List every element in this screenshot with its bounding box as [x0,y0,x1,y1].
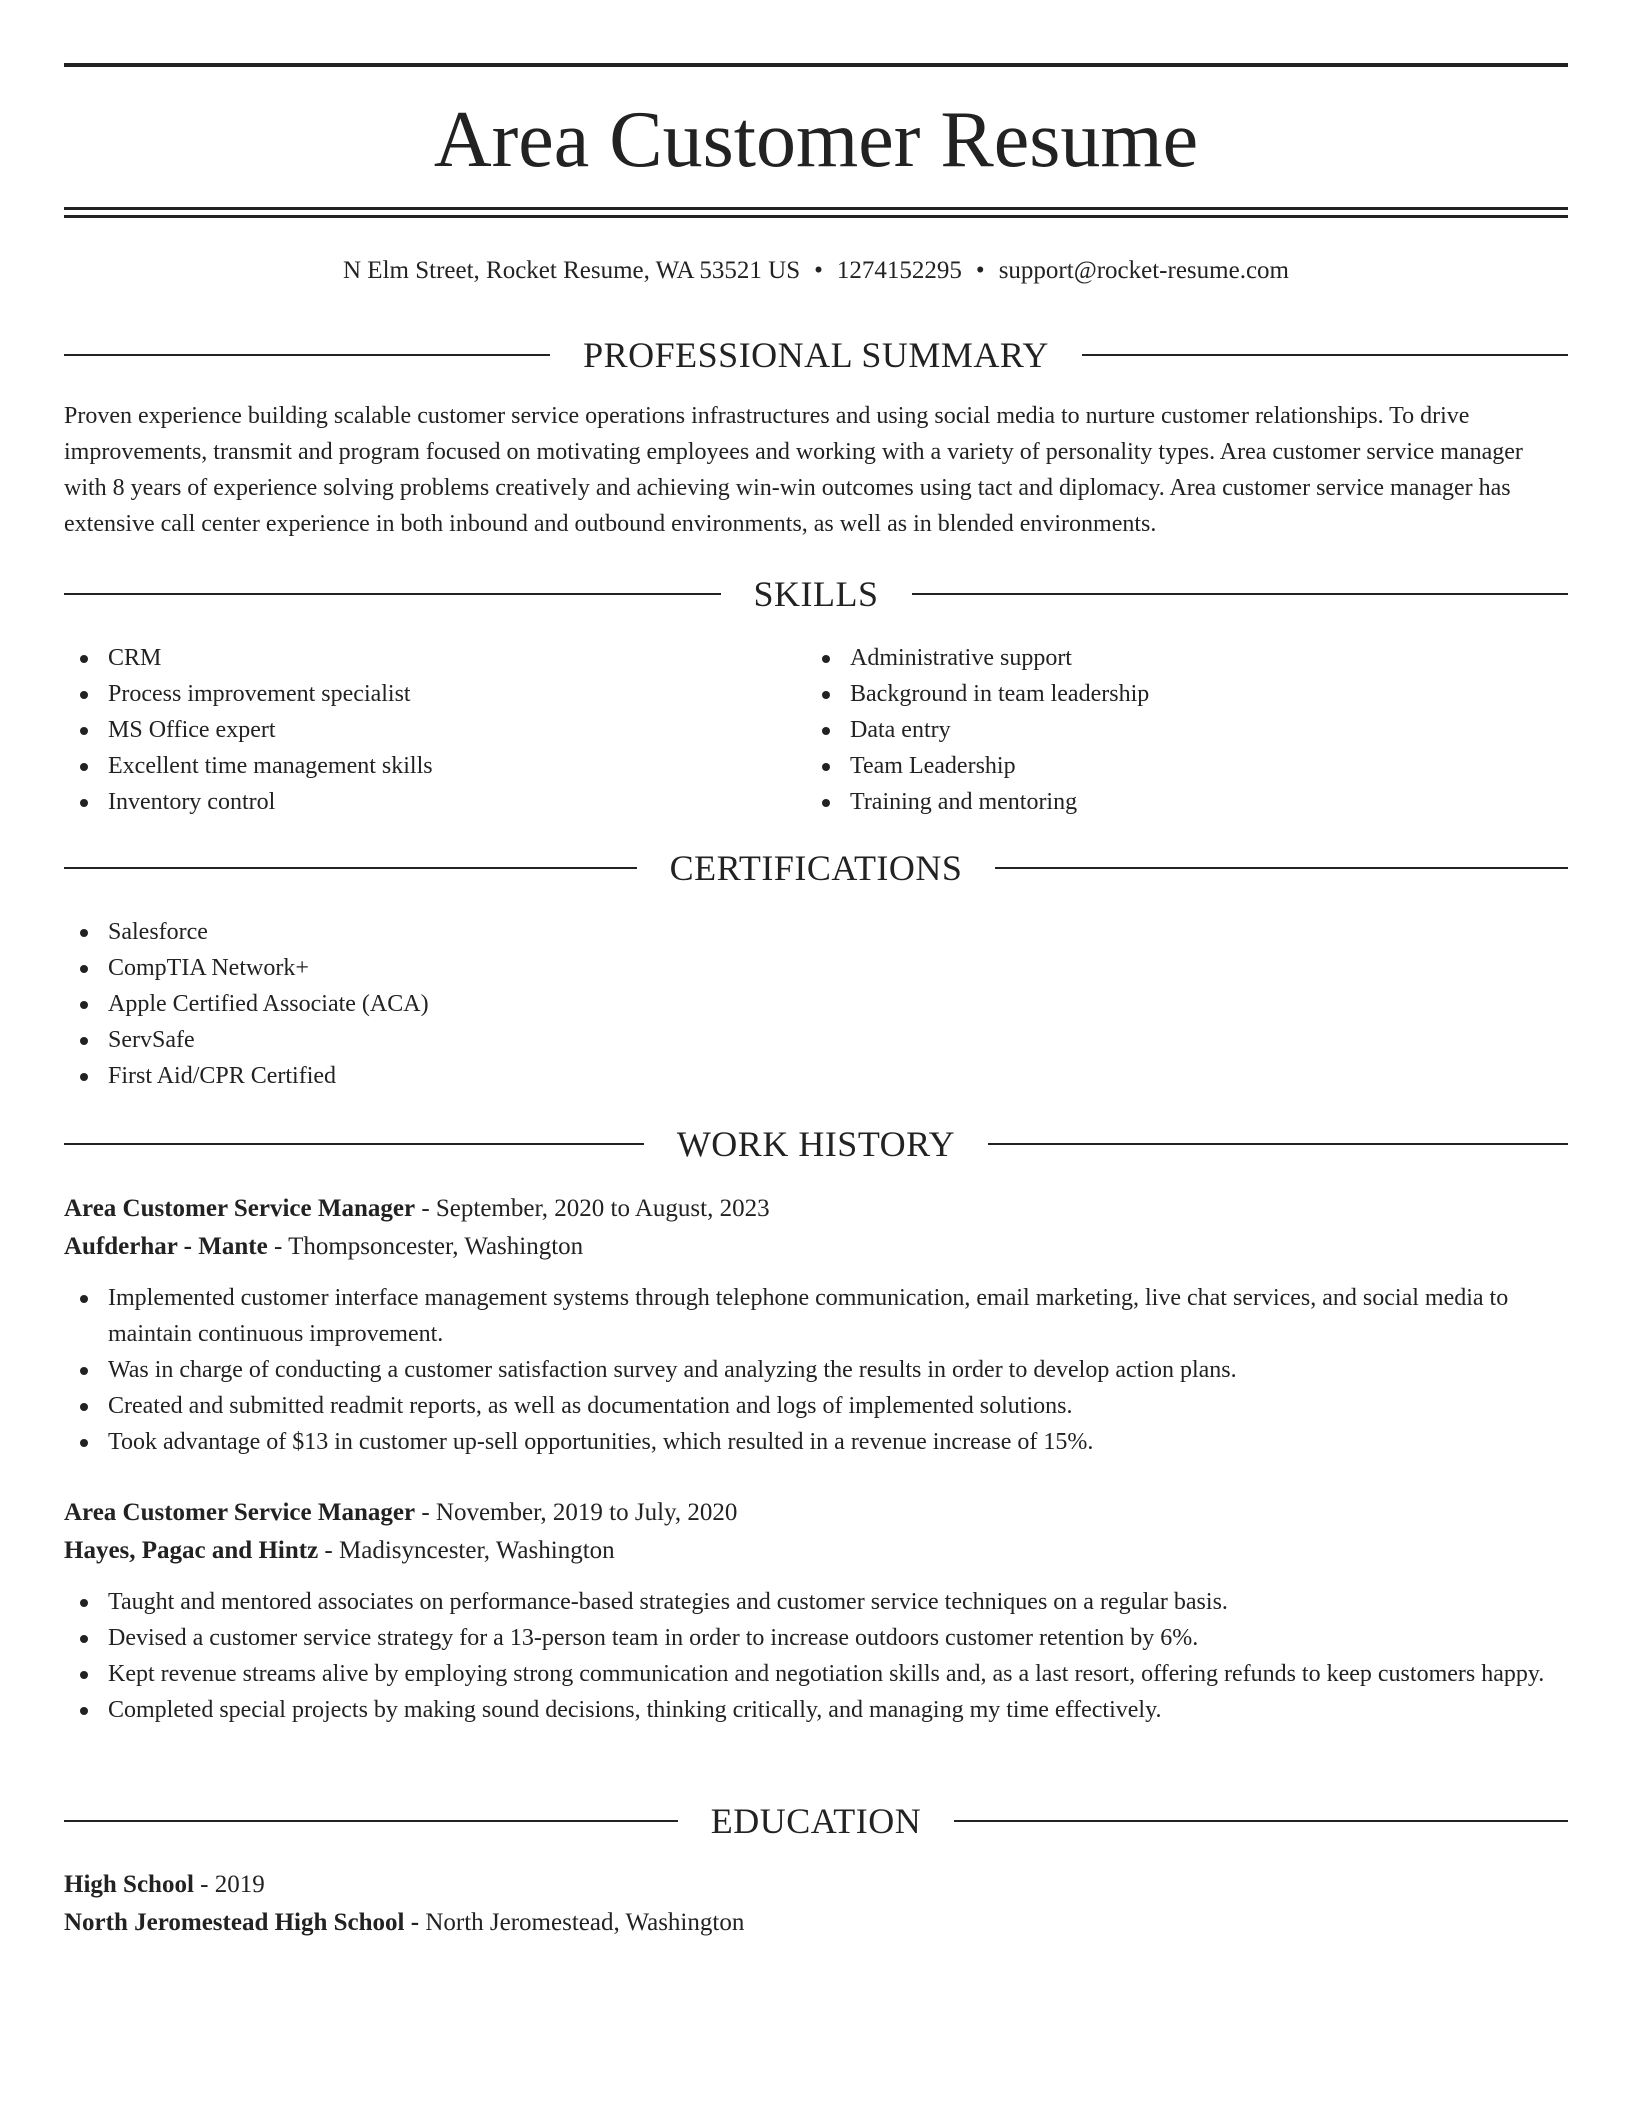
job-duty-item: Created and submitted readmit reports, as well as documentation and logs of implemented solutions. [64,1388,1568,1424]
section-rule-right [1082,354,1568,356]
skill-item: Administrative support [806,640,1506,676]
job-location: Madisyncester, Washington [339,1537,615,1564]
skill-item: MS Office expert [64,712,764,748]
contact-address: N Elm Street, Rocket Resume, WA 53521 US [343,257,801,284]
section-rule-right [995,867,1568,869]
section-header-education [64,1801,1568,1841]
job-title-line [64,1494,1568,1532]
job-company: Hayes, Pagac and Hintz [64,1537,319,1564]
certification-item: ServSafe [64,1022,1568,1058]
job-duty-item: Completed special projects by making sound decisions, thinking critically, and managing my time effectively. [64,1692,1568,1728]
section-rule-right [912,593,1569,595]
section-header-work [64,1124,1568,1164]
education-joiner: - [404,1909,426,1936]
job-duty-item: Devised a customer service strategy for a 13-person team in order to increase outdoors customer retention by 6%. [64,1620,1568,1656]
skill-item: Training and mentoring [806,784,1506,820]
section-rule-left [64,354,550,356]
section-title-summary: PROFESSIONAL SUMMARY [583,335,1049,375]
certifications-block [64,914,1568,1094]
job-duty-item: Was in charge of conducting a customer satisfaction survey and analyzing the results in order to develop action plans. [64,1352,1568,1388]
section-header-skills [64,574,1568,614]
education-school-line [64,1904,1568,1942]
job-entry [64,1190,1568,1460]
top-rule [64,63,1568,67]
section-rule-left [64,1820,678,1822]
job-company: Aufderhar - Mante [64,1233,268,1260]
job-company-line [64,1228,1568,1266]
education-degree: High School [64,1871,194,1898]
job-joiner: - [318,1537,339,1564]
skill-item: Team Leadership [806,748,1506,784]
job-duty-item: Took advantage of $13 in customer up-sell opportunities, which resulted in a revenue increase of 15%. [64,1424,1568,1460]
certifications-list [64,914,1568,1094]
job-duty-item: Taught and mentored associates on performance-based strategies and customer service techniques on a regular basis. [64,1584,1568,1620]
contact-line [64,254,1568,288]
certification-item: First Aid/CPR Certified [64,1058,1568,1094]
job-joiner: - [415,1499,436,1526]
section-title-work: WORK HISTORY [676,1124,956,1164]
job-location: Thompsoncester, Washington [288,1233,584,1260]
certification-item: Apple Certified Associate (ACA) [64,986,1568,1022]
skills-column-left [64,640,764,820]
education-school: North Jeromestead High School [64,1909,405,1936]
job-duty-item: Kept revenue streams alive by employing strong communication and negotiation skills and, as a last resort, offering refunds to keep customers happy. [64,1656,1568,1692]
title-rule-lower [64,215,1568,218]
section-header-certifications [64,848,1568,888]
education-location: North Jeromestead, Washington [425,1909,745,1936]
contact-email: support@rocket-resume.com [998,257,1289,284]
skill-item: Process improvement specialist [64,676,764,712]
summary-text: Proven experience building scalable customer service operations infrastructures and using social media to nurture customer relationships. To drive improvements, transmit and program focused on motivating employees and working with a variety of personality types. Area customer service manager with 8 years of experience solving problems creatively and achieving win-win outcomes using tact and diplomacy. Area customer service manager has extensive call center experience in both inbound and outbound environments, as well as in blended environments. [64,403,1523,537]
section-title-education: EDUCATION [710,1801,922,1841]
job-company-line [64,1532,1568,1570]
section-rule-left [64,593,721,595]
job-title: Area Customer Service Manager [64,1195,416,1222]
education-entry [64,1866,1568,1942]
resume-title: Area Customer Resume [433,96,1199,184]
skill-item: Data entry [806,712,1506,748]
contact-separator: • [814,257,823,284]
job-dates: November, 2019 to July, 2020 [435,1499,738,1526]
section-rule-left [64,1143,644,1145]
skills-list-right [806,640,1506,820]
section-title-certifications: CERTIFICATIONS [669,848,963,888]
job-joiner: - [415,1195,436,1222]
title-rule-upper [64,207,1568,210]
contact-separator: • [975,257,985,284]
skill-item: CRM [64,640,764,676]
education-joiner: - [193,1871,215,1898]
job-title-line [64,1190,1568,1228]
skill-item: Excellent time management skills [64,748,764,784]
certification-item: CompTIA Network+ [64,950,1568,986]
job-joiner: - [267,1233,289,1260]
section-rule-right [988,1143,1568,1145]
job-duties-list [64,1280,1568,1460]
job-entry [64,1494,1568,1728]
skill-item: Background in team leadership [806,676,1506,712]
skill-item: Inventory control [64,784,764,820]
certification-item: Salesforce [64,914,1568,950]
job-dates: September, 2020 to August, 2023 [435,1195,770,1222]
section-title-skills: SKILLS [753,574,879,614]
skills-column-right [806,640,1506,820]
skills-list-left [64,640,764,820]
section-header-summary [64,335,1568,375]
education-degree-line [64,1866,1568,1904]
contact-phone: 1274152295 [836,257,962,284]
job-title: Area Customer Service Manager [64,1499,416,1526]
education-year: 2019 [214,1871,265,1898]
section-rule-left [64,867,637,869]
job-duties-list [64,1584,1568,1728]
job-duty-item: Implemented customer interface management systems through telephone communication, email marketing, live chat services, and social media to maintain continuous improvement. [64,1280,1568,1352]
section-rule-right [954,1820,1568,1822]
